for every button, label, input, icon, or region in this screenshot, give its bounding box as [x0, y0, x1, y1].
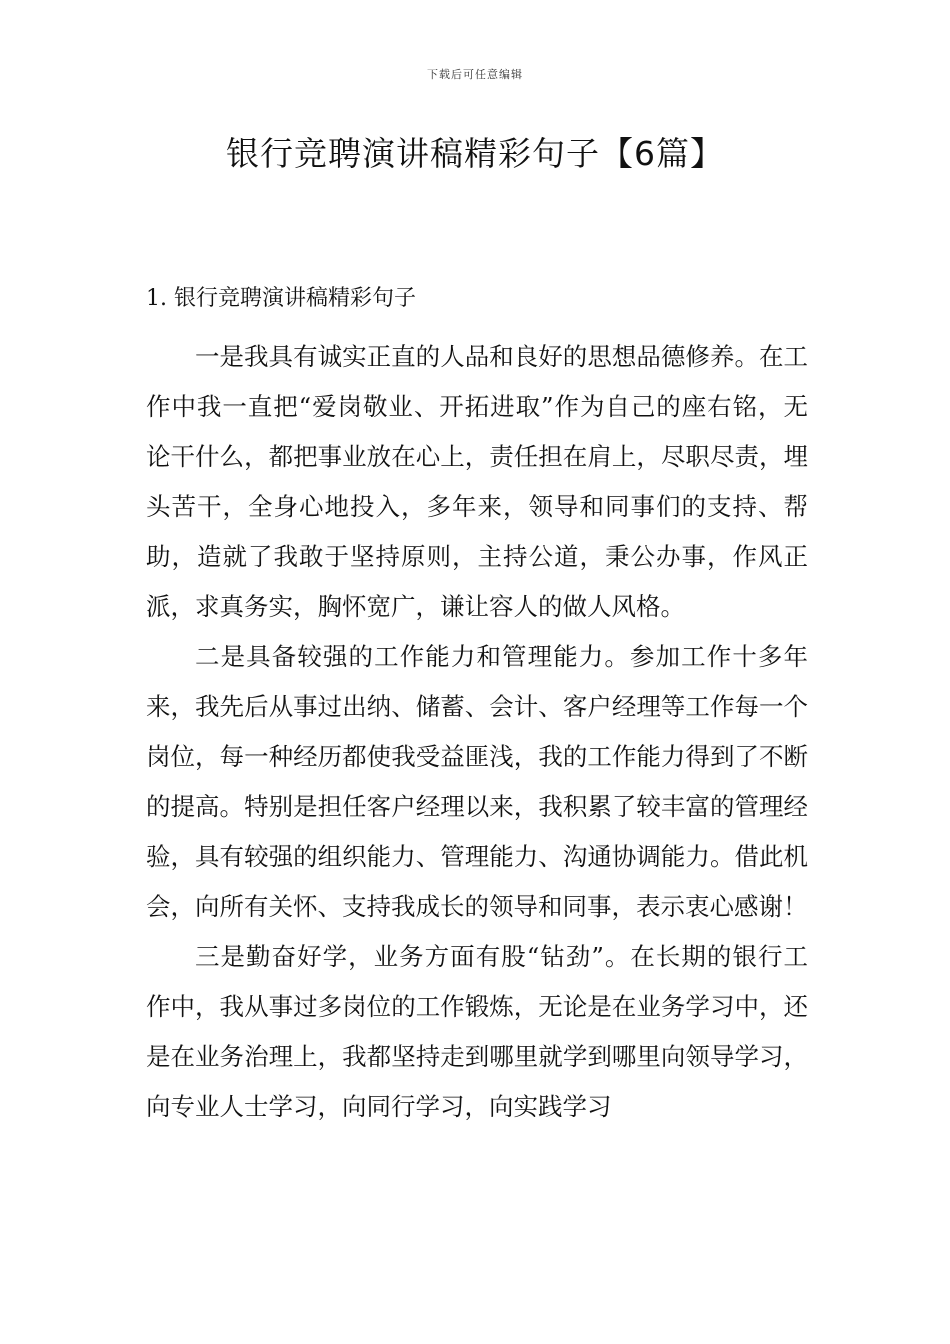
paragraph-2: 二是具备较强的工作能力和管理能力。参加工作十多年来，我先后从事过出纳、储蓄、会计、客户经理等工作每一个岗位，每一种经历都使我受益匪浅，我的工作能力得到了不断的提高。特别是担任客户经理以来，我积累了较丰富的管理经验，具有较强的组织能力、管理能力、沟通协调能力。借此机会，向所有关怀、支持我成长的领导和同事，表示衷心感谢！ — [146, 642, 808, 921]
paragraph-1: 一是我具有诚实正直的人品和良好的思想品德修养。在工作中我一直把“爱岗敬业、开拓进取”作为自己的座右铭，无论干什么，都把事业放在心上，责任担在肩上，尽职尽责，埋头苦干，全身心地投入，多年来，领导和同事们的支持、帮助，造就了我敢于坚持原则，主持公道，秉公办事，作风正派，求真务实，胸怀宽广，谦让容人的做人风格。 — [146, 342, 808, 621]
header-note: 下载后可任意编辑 — [427, 68, 523, 81]
document-body — [146, 282, 808, 1132]
paragraph-3: 三是勤奋好学，业务方面有股“钻劲”。在长期的银行工作中，我从事过多岗位的工作锻炼，无论是在业务学习中，还是在业务治理上，我都坚持走到哪里就学到哪里向领导学习，向专业人士学习，向同行学习，向实践学习 — [146, 942, 808, 1121]
section-heading: 1. 银行竞聘演讲稿精彩句子 — [146, 286, 416, 311]
document-title: 银行竞聘演讲稿精彩句子【6篇】 — [226, 134, 724, 173]
